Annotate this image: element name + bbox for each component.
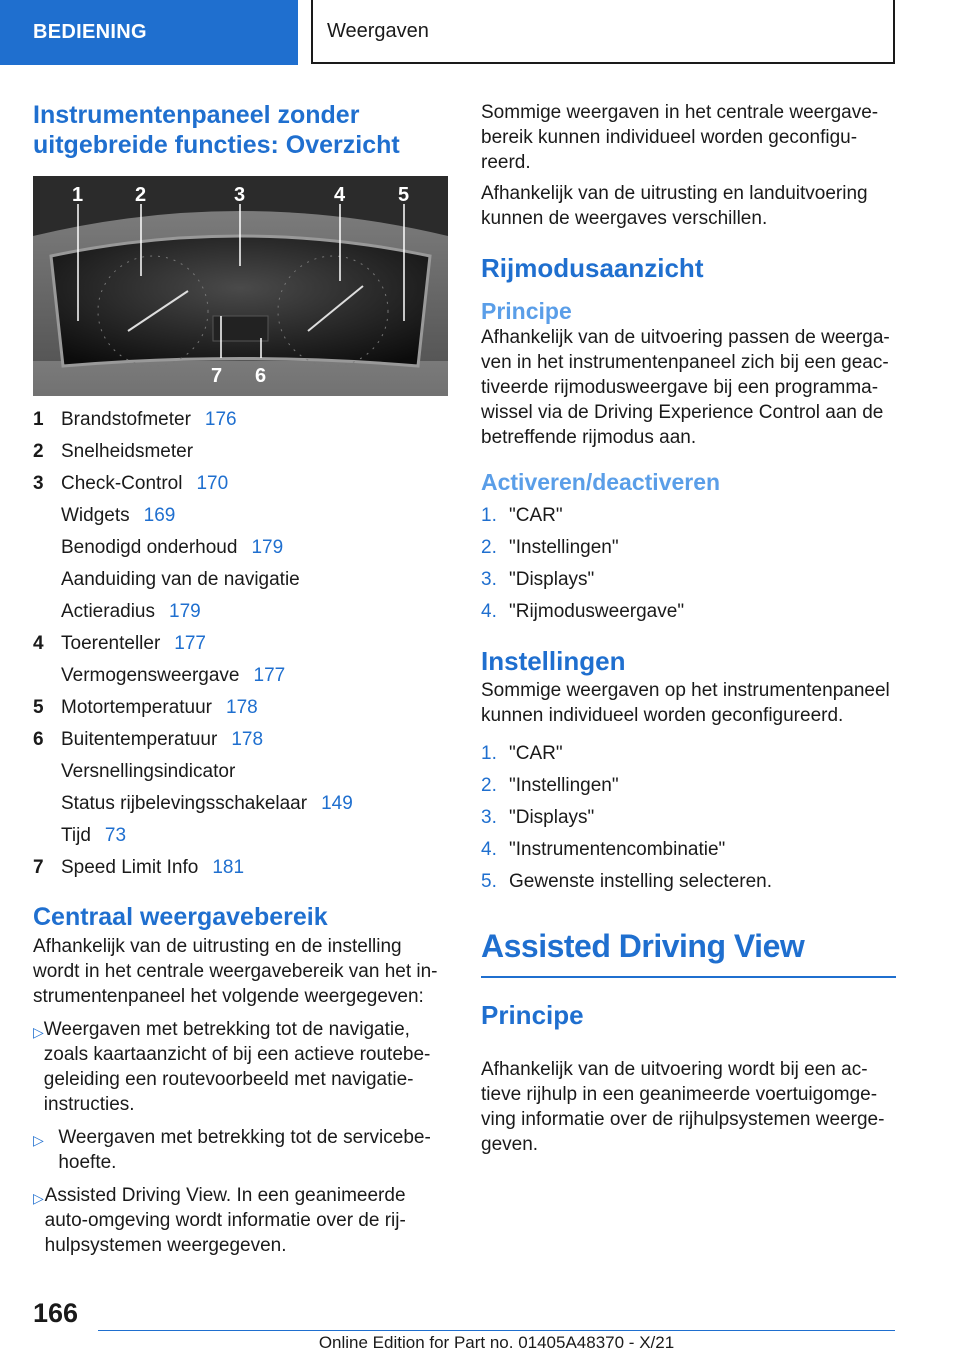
central-display-title: Centraal weergavebereik (33, 903, 328, 931)
page-reference-link[interactable]: 170 (196, 473, 229, 494)
legend-label: Benodigd onderhoud (61, 537, 238, 558)
step-text: "Instellingen" (509, 537, 619, 558)
assisted-driving-view-title: Assisted Driving View (481, 928, 805, 964)
step-text: "Displays" (509, 807, 595, 828)
legend-item (33, 692, 448, 724)
triangle-right-icon: ▷ (33, 1190, 44, 1206)
settings-title: Instellingen (481, 646, 626, 676)
legend-number: 4 (33, 633, 44, 654)
step-text: "Displays" (509, 569, 595, 590)
step-item (481, 866, 896, 898)
bullet-text: Assisted Driving View. In een geanimeerde auto-omgeving wordt informatie over de rij-hulpsystemen weergegeven. (44, 1185, 406, 1256)
bullet-item (33, 1125, 448, 1175)
page-reference-link[interactable]: 177 (174, 633, 206, 654)
config-intro: Sommige weergaven in het centrale weergave-bereik kunnen individueel worden geconfigu-reerd. (481, 102, 879, 173)
step-item (481, 596, 896, 628)
section-divider (481, 976, 896, 978)
step-item (481, 802, 896, 834)
instrument-cluster-illustration (33, 176, 448, 396)
step-number: 1. (481, 743, 497, 764)
step-item (481, 500, 896, 532)
callout-2: 2 (135, 184, 147, 206)
legend-label: Widgets (61, 505, 130, 526)
adv-principle-title: Principe (481, 1000, 584, 1030)
page-reference-link[interactable]: 149 (321, 793, 353, 814)
page-reference-link[interactable]: 73 (104, 825, 127, 846)
legend-label: Tijd (61, 825, 91, 846)
page-reference-link[interactable]: 177 (253, 665, 286, 686)
legend-item (33, 468, 448, 500)
page-reference-link[interactable]: 169 (143, 505, 176, 526)
legend-item (33, 660, 448, 692)
bullet-text: Weergaven met betrekking tot de navigatie, zoals kaartaanzicht of bij een actieve routebe-geleiding een routevoorbeeld met navigatie-instructies. (43, 1019, 431, 1115)
legend-item (33, 532, 448, 564)
step-text: "Rijmodusweergave" (509, 601, 685, 622)
callout-7: 7 (211, 365, 223, 387)
page-reference-link[interactable]: 176 (204, 409, 237, 430)
settings-steps (481, 738, 896, 898)
callout-3: 3 (234, 184, 246, 206)
legend-item (33, 724, 448, 756)
step-item (481, 532, 896, 564)
instrument-cluster-figure (33, 176, 448, 396)
activate-title: Activeren/deactiveren (481, 469, 721, 495)
legend-item (33, 820, 448, 852)
legend-item (33, 628, 448, 660)
legend-label: Snelheidsmeter (61, 441, 194, 462)
step-item (481, 738, 896, 770)
legend-label: Buitentemperatuur (61, 729, 218, 750)
step-item (481, 834, 896, 866)
edition-note: Online Edition for Part no. 01405A48370 - X/21 (318, 1333, 675, 1352)
legend-number: 2 (33, 441, 44, 462)
central-display-bullets (33, 1017, 448, 1258)
callout-6: 6 (255, 365, 267, 387)
page-number: 166 (33, 1298, 79, 1328)
legend-label: Actieradius (61, 601, 155, 622)
step-number: 4. (481, 601, 497, 622)
legend-label: Toerenteller (61, 633, 161, 654)
central-display-intro: Afhankelijk van de uitrusting en de instelling wordt in het centrale weergavebereik van het in-strumentenpaneel het volgende weergegeven: (33, 936, 438, 1007)
legend-number: 7 (33, 857, 44, 878)
legend-label: Status rijbelevingsschakelaar (61, 793, 308, 814)
legend-item (33, 500, 448, 532)
settings-text: Sommige weergaven op het instrumentenpaneel kunnen individueel worden geconfigureerd. (481, 680, 890, 726)
legend-label: Aanduiding van de navigatie (61, 569, 300, 590)
step-number: 2. (481, 537, 497, 558)
legend-number: 1 (33, 409, 44, 430)
triangle-right-icon: ▷ (33, 1132, 44, 1148)
step-text: "CAR" (509, 743, 563, 764)
bullet-text: Weergaven met betrekking tot de servicebe-hoefte. (58, 1127, 431, 1173)
page-reference-link[interactable]: 178 (226, 697, 258, 718)
adv-principle-text: Afhankelijk van de uitvoering wordt bij een ac-tieve rijhulp in een geanimeerde voertuigomge-ving informatie over de rijhulpsystemen weerge-geven. (481, 1059, 885, 1155)
driving-mode-principle-title: Principe (481, 298, 572, 324)
step-number: 2. (481, 775, 497, 796)
section-tab: BEDIENING (0, 0, 298, 65)
step-text: "Instellingen" (509, 775, 619, 796)
callout-1: 1 (72, 184, 84, 206)
driving-mode-principle-text: Afhankelijk van de uitvoering passen de weerga-ven in het instrumentenpaneel zich bij een geac-tiveerde rijmodusweergave bij een programma-wissel via de Driving Experience Control aan de betreffende rijmodus aan. (481, 327, 890, 448)
step-text: "Instrumentencombinatie" (509, 839, 726, 860)
legend-number: 3 (33, 473, 44, 494)
legend-label: Vermogensweergave (61, 665, 240, 686)
legend-label: Check-Control (61, 473, 183, 494)
legend-item (33, 756, 448, 788)
legend-label: Brandstofmeter (61, 409, 191, 430)
legend-item (33, 596, 448, 628)
page-reference-link[interactable]: 179 (169, 601, 201, 622)
instrument-panel-title: Instrumentenpaneel zonder uitgebreide functies: Overzicht (33, 101, 400, 159)
legend-item (33, 404, 448, 436)
step-number: 1. (481, 505, 497, 526)
step-number: 3. (481, 569, 497, 590)
step-item (481, 770, 896, 802)
triangle-right-icon: ▷ (33, 1024, 44, 1040)
callout-4: 4 (334, 184, 346, 206)
left-column (33, 100, 448, 1258)
legend-number: 5 (33, 697, 44, 718)
activate-steps (481, 500, 896, 628)
page-reference-link[interactable]: 181 (212, 857, 245, 878)
chapter-title: Weergaven (311, 0, 895, 64)
legend-number: 6 (33, 729, 44, 750)
callout-5: 5 (398, 184, 410, 206)
right-column (481, 100, 896, 1157)
page-reference-link[interactable]: 179 (251, 537, 284, 558)
legend-label: Versnellingsindicator (61, 761, 236, 782)
step-text: Gewenste instelling selecteren. (509, 871, 772, 892)
variant-note: Afhankelijk van de uitrusting en landuitvoering kunnen de weergaves verschillen. (481, 183, 868, 229)
step-item (481, 564, 896, 596)
step-number: 4. (481, 839, 497, 860)
legend-label: Speed Limit Info (61, 857, 199, 878)
legend-item (33, 436, 448, 468)
footer-rule (98, 1330, 895, 1331)
legend-item (33, 564, 448, 596)
page-reference-link[interactable]: 178 (231, 729, 264, 750)
bullet-item (33, 1183, 448, 1258)
driving-mode-title: Rijmodusaanzicht (481, 253, 704, 283)
legend-label: Motortemperatuur (61, 697, 213, 718)
bullet-item (33, 1017, 448, 1117)
legend-item (33, 788, 448, 820)
legend-list (33, 404, 448, 884)
legend-item (33, 852, 448, 884)
step-text: "CAR" (509, 505, 563, 526)
step-number: 5. (481, 871, 497, 892)
step-number: 3. (481, 807, 497, 828)
